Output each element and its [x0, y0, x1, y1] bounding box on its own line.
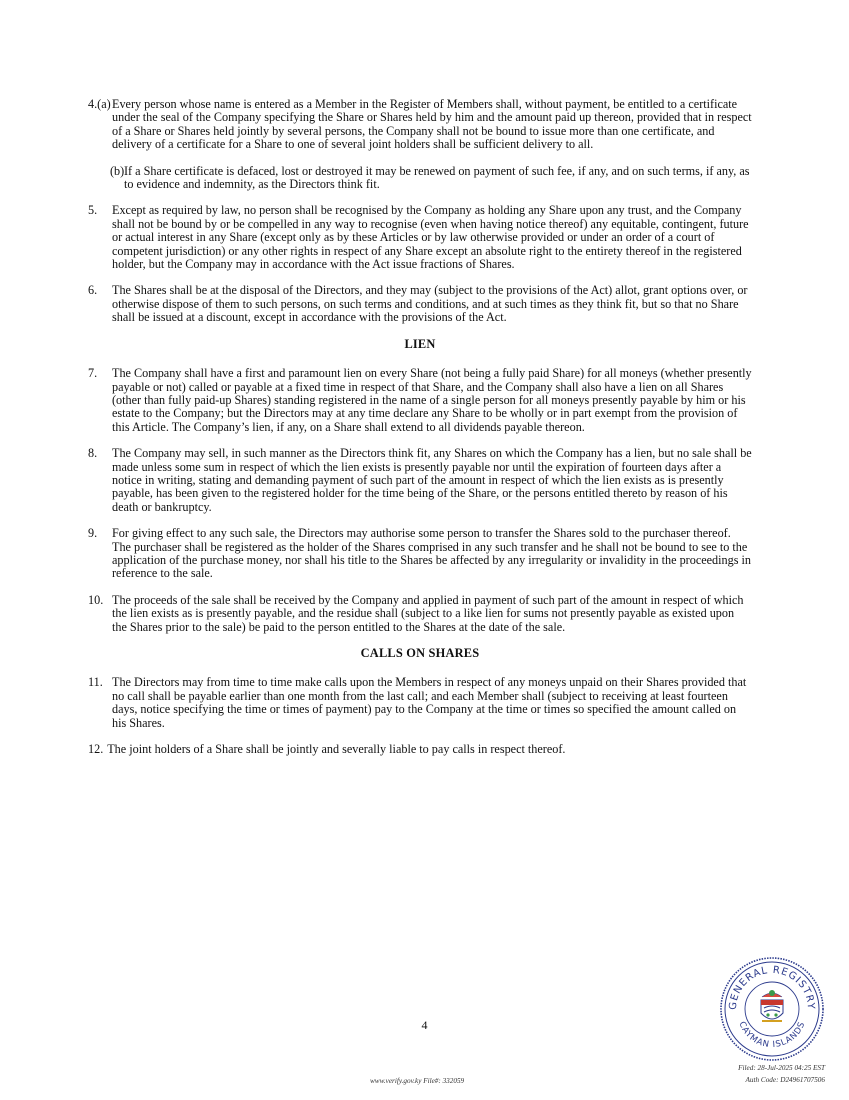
page-number: 4 [421, 1018, 428, 1032]
article-text: The Company shall have a first and paramount lien on every Share (not being a fully paid Share) for all moneys (whether presently payable or not) called or payable at a fixed time in respect of that Share, and the Company shall also have a lien on all Shares (other than fully paid-up Shares) standing registered in the name of a single person for all moneys presently payable by him or his estate to the Company; but the Directors may at any time declare any Share to be wholly or in part exempt from the provision of this Article. The Company’s lien, if any, on a Share shall extend to all dividends payable thereon. [112, 366, 752, 434]
auth-code: Auth Code: D24961707506 [745, 1076, 825, 1084]
article-8 [88, 447, 752, 514]
article-number: 5. [88, 203, 98, 218]
article-number: 12. [88, 742, 104, 757]
article-text: Except as required by law, no person shall be recognised by the Company as holding any Share upon any trust, and the Company shall not be bound by or be compelled in any way to recognise (even when having notice thereof) any equitable, contingent, future or actual interest in any Share (except only as by these Articles or by law otherwise provided or under an order of a court of competent jurisdiction) or any other rights in respect of any Share except an absolute right to the entirety thereof in the registered holder, but the Company may in accordance with the Act issue fractions of Shares. [112, 203, 749, 272]
article-7 [88, 367, 752, 434]
coat-of-arms-icon [761, 990, 783, 1021]
article-number: 10. [88, 592, 104, 607]
article-6 [88, 284, 752, 324]
article-number: 11. [88, 675, 103, 690]
article-text: The joint holders of a Share shall be jointly and severally liable to pay calls in respect thereof. [107, 742, 566, 757]
seal-top-text: GENERAL REGISTRY [727, 964, 817, 1011]
document-body [88, 98, 752, 769]
article-text: Every person whose name is entered as a Member in the Register of Members shall, without payment, be entitled to a certificate under the seal of the Company specifying the Share or Shares held by him and the amount paid up thereon, provided that in respect of a Share or Shares held jointly by several persons, the Company shall not be bound to issue more than one certificate, and delivery of a certificate for a Share to one of several joint holders shall be sufficient delivery to all. [112, 97, 752, 152]
article-5 [88, 204, 752, 271]
general-registry-seal-icon [718, 955, 826, 1063]
article-number: 9. [88, 526, 98, 541]
article-number: (b) [110, 163, 125, 178]
article-text: The Directors may from time to time make calls upon the Members in respect of any moneys unpaid on their Shares provided that no call shall be payable earlier than one month from the last call; and each Member shall (subject to receiving at least fourteen days, notice specifying the time or times of payment) pay to the Company at the time or times so specified the amount called on his Shares. [112, 675, 747, 730]
footer-verify-url: www.verify.gov.ky File#: 332059 [370, 1077, 465, 1085]
article-number: 8. [88, 446, 98, 461]
article-4b [88, 165, 752, 192]
article-text: If a Share certificate is defaced, lost or destroyed it may be renewed on payment of such fee, if any, and on such terms, if any, as to evidence and indemnity, as the Directors think fit. [124, 163, 750, 192]
filed-date: Filed: 28-Jul-2025 04:25 EST [738, 1064, 825, 1072]
section-heading-lien: LIEN [404, 336, 436, 351]
article-text: The Shares shall be at the disposal of the Directors, and they may (subject to the provisions of the Act) allot, grant options over, or otherwise dispose of them to such persons, on such terms and conditions, and at such times as they think fit, but so that no Share shall be issued at a discount, except in accordance with the provisions of the Act. [112, 283, 748, 325]
article-text: The Company may sell, in such manner as the Directors think fit, any Shares on which the Company has a lien, but no sale shall be made unless some sum in respect of which the lien exists is presently payable nor until the expiration of fourteen days after a notice in writing, stating and demanding payment of such part of the amount in respect of which the lien exists as is presently payable, has been given to the registered holder for the time being of the Share, or the persons entitled thereto by reason of his death or bankruptcy. [112, 446, 752, 514]
article-text: For giving effect to any such sale, the Directors may authorise some person to transfer the Shares sold to the purchaser thereof. The purchaser shall be registered as the holder of the Shares comprised in any such transfer and he shall not be bound to see to the application of the purchase money, nor shall his title to the Shares be affected by any irregularity or invalidity in the proceedings in reference to the sale. [112, 526, 751, 581]
article-12 [88, 743, 752, 756]
svg-text:CAYMAN ISLANDS [737, 1020, 808, 1050]
article-4a [88, 98, 752, 152]
filing-stamp [665, 1062, 825, 1086]
article-text: The proceeds of the sale shall be received by the Company and applied in payment of such part of the amount in respect of which the lien exists as is presently payable, and the residue shall (subject to a like lien for sums not presently payable as existed upon the Shares prior to the sale) be paid to the person entitled to the Shares at the date of the sale. [112, 592, 744, 634]
article-number: 4.(a) [88, 97, 111, 111]
section-heading-calls: CALLS ON SHARES [360, 646, 480, 660]
article-11 [88, 676, 752, 730]
article-9 [88, 527, 752, 581]
article-number: 7. [88, 366, 98, 381]
article-10 [88, 594, 752, 634]
seal-bottom-text: CAYMAN ISLANDS [736, 1020, 808, 1051]
article-number: 6. [88, 283, 98, 298]
